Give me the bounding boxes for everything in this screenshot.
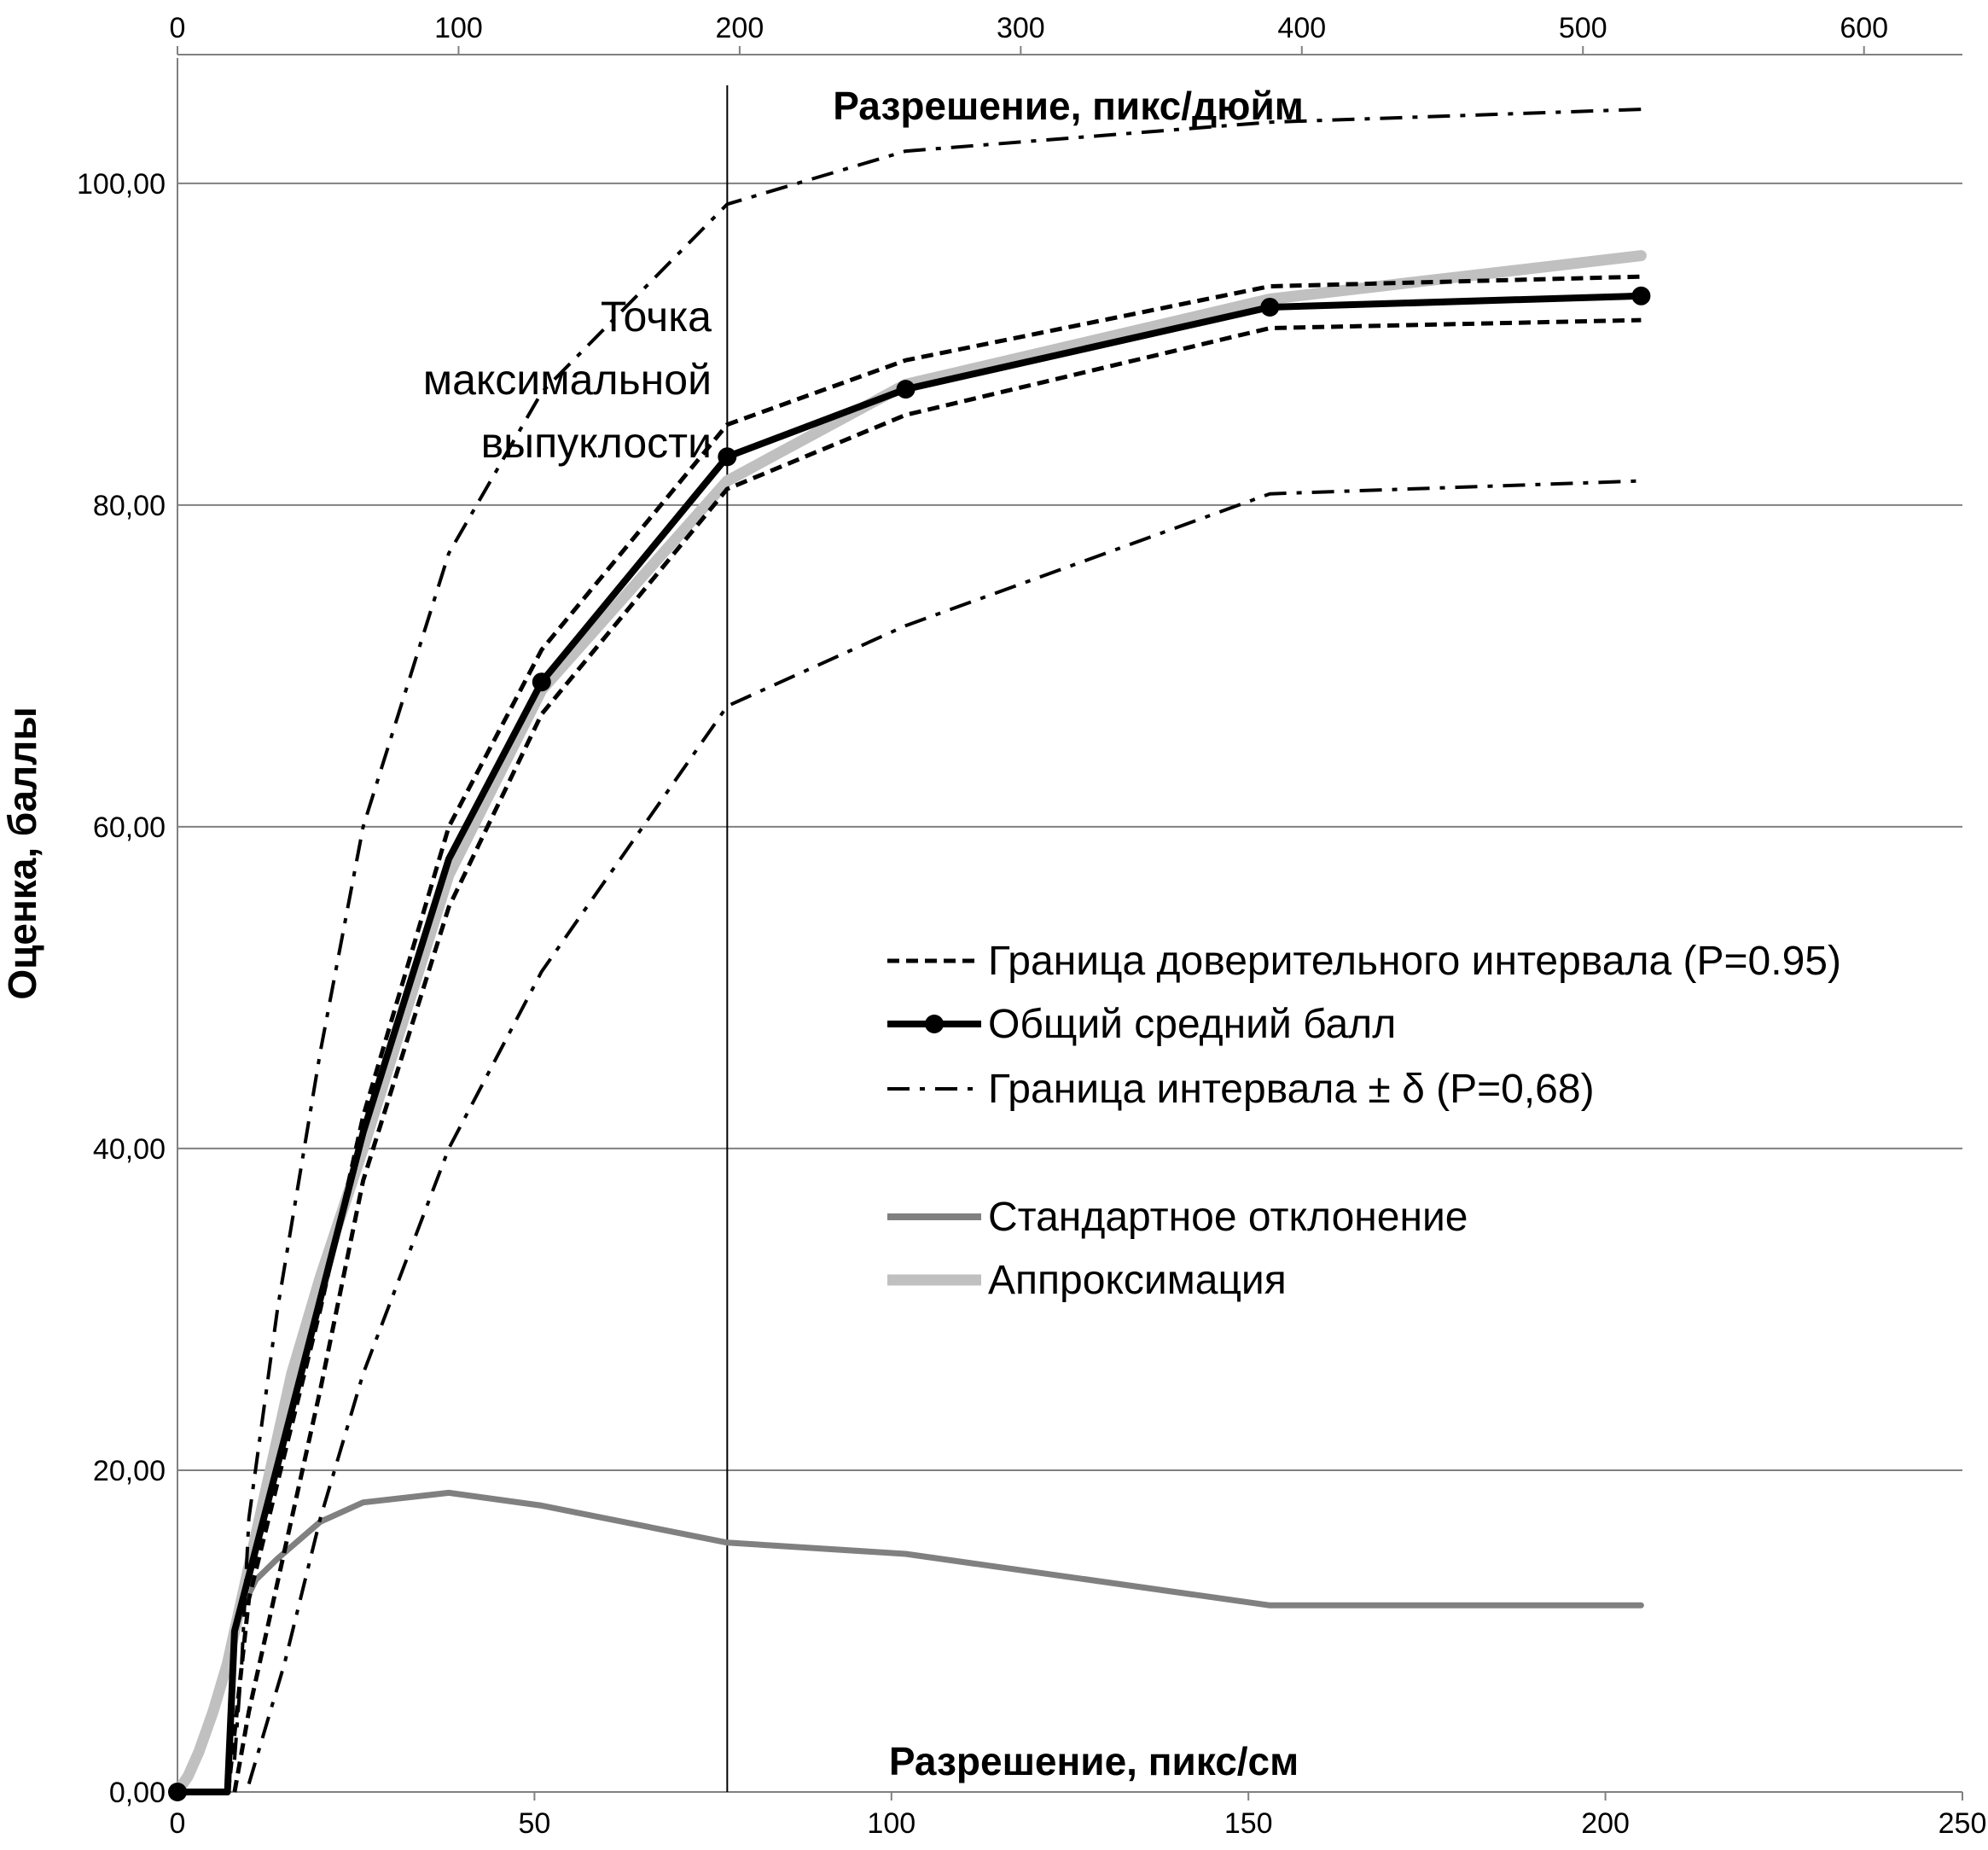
axes [177, 55, 1962, 1792]
tick-labels [77, 12, 1986, 1840]
x-tick-label: 50 [518, 1807, 551, 1840]
mean-point [168, 1783, 187, 1801]
x-tick-label: 250 [1938, 1807, 1987, 1840]
x2-tick-label: 400 [1277, 12, 1327, 44]
legend-item-mean [887, 1002, 1396, 1047]
annotation-line-3: выпуклости [480, 419, 712, 467]
legend [887, 939, 1841, 1303]
x2-tick-label: 500 [1558, 12, 1607, 44]
y-tick-label: 0,00 [108, 1777, 166, 1809]
x-axis-title: Разрешение, пикс/см [888, 1739, 1299, 1783]
legend-label-approx: Аппроксимация [988, 1258, 1287, 1303]
mean-point [532, 672, 551, 691]
x-tick-label: 0 [169, 1807, 186, 1840]
x2-tick-label: 600 [1840, 12, 1889, 44]
mean-point [897, 380, 916, 399]
y-tick-label: 20,00 [92, 1454, 166, 1487]
x-tick-label: 200 [1581, 1807, 1630, 1840]
x2-tick-label: 0 [169, 12, 186, 44]
x2-tick-label: 200 [715, 12, 764, 44]
max-convexity-label [423, 293, 712, 467]
x2-tick-label: 100 [434, 12, 483, 44]
legend-marker-mean [925, 1015, 944, 1033]
legend-label-ci95: Граница доверительного интервала (P=0.95) [988, 939, 1841, 984]
legend-label-mean: Общий средний балл [988, 1002, 1397, 1047]
series-line-0 [228, 276, 1641, 1792]
x-tick-label: 100 [867, 1807, 916, 1840]
x2-tick-label: 300 [996, 12, 1045, 44]
legend-item-ci95 [887, 939, 1841, 984]
y-axis-title: Оценка, баллы [0, 707, 44, 1000]
annotation-line-1: Точка [600, 293, 712, 340]
y-tick-label: 60,00 [92, 811, 166, 844]
x-tick-label: 150 [1224, 1807, 1273, 1840]
y-tick-label: 100,00 [77, 167, 166, 201]
y-tick-label: 80,00 [92, 489, 166, 522]
legend-item-approx [887, 1258, 1287, 1303]
series-line-1 [235, 320, 1642, 1792]
legend-label-delta: Граница интервала ± δ (P=0,68) [988, 1067, 1595, 1112]
mean-point [1260, 298, 1279, 317]
legend-item-std [887, 1195, 1468, 1240]
mean-point [1631, 287, 1650, 305]
y-tick-label: 40,00 [92, 1132, 166, 1166]
x2-axis-title: Разрешение, пикс/дюйм [833, 84, 1304, 128]
annotation-line-2: максимальной [422, 356, 712, 404]
mean-point [718, 447, 736, 466]
legend-label-std: Стандартное отклонение [988, 1195, 1468, 1240]
series-line-4 [249, 481, 1642, 1784]
legend-item-delta [887, 1067, 1595, 1112]
